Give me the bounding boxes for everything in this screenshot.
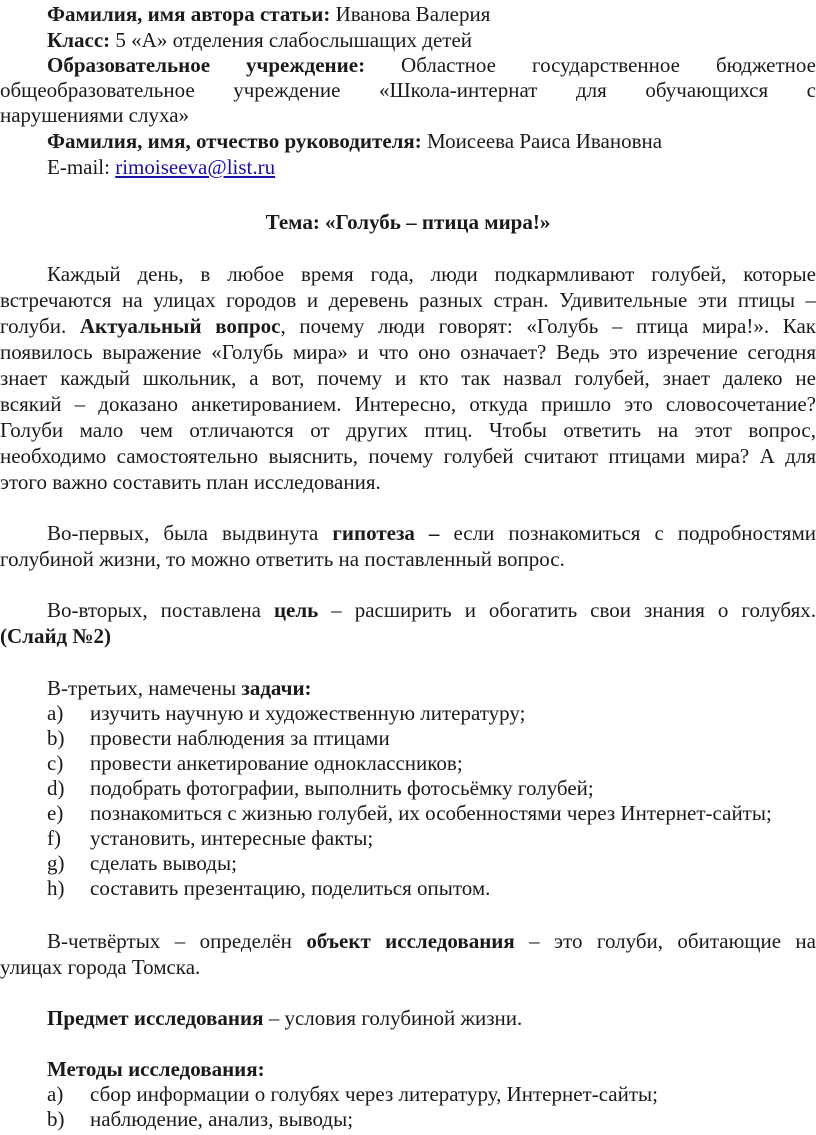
- list-marker: h): [47, 876, 65, 900]
- tasks-intro: [0, 676, 816, 701]
- object-line: улицах города Томска.: [0, 955, 201, 979]
- list-item-text: установить, интересные факты;: [90, 826, 374, 850]
- list-marker: f): [47, 826, 61, 850]
- goal-text: – расширить и обогатить свои знания о голубях.: [318, 598, 816, 622]
- list-marker: c): [47, 751, 64, 775]
- tasks-keyword: задачи:: [241, 676, 312, 700]
- list-marker: e): [47, 801, 64, 825]
- hypothesis-text: Во-первых, была выдвинута: [47, 521, 333, 545]
- email-link[interactable]: rimoiseeva@list.ru: [115, 155, 276, 179]
- list-item: [0, 726, 816, 751]
- intro-text: голуби.: [0, 314, 80, 338]
- list-item: [0, 826, 816, 851]
- list-item: [0, 701, 816, 726]
- list-marker: b): [47, 1107, 65, 1131]
- hypothesis-line: голубиной жизни, то можно ответить на поставленный вопрос.: [0, 547, 565, 571]
- list-item: [0, 1107, 816, 1132]
- institution-value-1: Областное государственное бюджетное: [401, 53, 816, 77]
- object-text: – это голуби, обитающие на: [514, 929, 816, 953]
- hypothesis-keyword: гипотеза –: [332, 521, 440, 545]
- object-line: [0, 929, 816, 954]
- list-item-text: наблюдение, анализ, выводы;: [90, 1107, 354, 1131]
- supervisor-value: Моисеева Раиса Ивановна: [421, 129, 663, 153]
- methods-title: Методы исследования:: [47, 1057, 265, 1081]
- topic-title: Тема: «Голубь – птица мира!»: [265, 210, 551, 234]
- institution-line-2: общеобразовательное учреждение «Школа-интернат для обучающихся с: [0, 78, 816, 102]
- supervisor-label: Фамилия, имя, отчество руководителя:: [47, 129, 422, 153]
- object-text: В-четвёртых – определён: [47, 929, 307, 953]
- list-item-text: провести анкетирование одноклассников;: [90, 751, 463, 775]
- object-keyword: объект исследования: [306, 929, 515, 953]
- intro-line: Каждый день, в любое время года, люди подкармливают голубей, которые: [47, 262, 816, 286]
- list-item-text: составить презентацию, поделиться опытом.: [90, 876, 491, 900]
- class-line: [0, 28, 816, 53]
- intro-line: Голуби мало чем отличаются от других птиц. Чтобы ответить на этот вопрос,: [0, 418, 816, 442]
- hypothesis-text: если познакомиться с подробностями: [439, 521, 816, 545]
- subject-line: [0, 1006, 816, 1031]
- author-line: [0, 2, 816, 27]
- list-marker: g): [47, 851, 65, 875]
- list-item: [0, 751, 816, 776]
- institution-line-1: [0, 53, 816, 78]
- email-line: [0, 155, 816, 180]
- list-item-text: познакомиться с жизнью голубей, их особенностями через Интернет-сайты;: [90, 801, 772, 825]
- author-label: Фамилия, имя автора статьи:: [47, 2, 331, 26]
- hypothesis-line: [0, 521, 816, 546]
- list-item-text: изучить научную и художественную литературу;: [90, 701, 526, 725]
- goal-line: [0, 598, 816, 623]
- intro-line: необходимо самостоятельно выяснить, почему голубей считают птицами мира? А для: [0, 444, 816, 468]
- supervisor-line: [0, 129, 816, 154]
- intro-line: встречаются на улицах городов и деревень разных стран. Удивительные эти птицы –: [0, 288, 816, 312]
- goal-keyword: цель: [273, 598, 319, 622]
- list-marker: d): [47, 776, 65, 800]
- institution-line-3: нарушениями слуха»: [0, 103, 190, 127]
- email-label: E-mail:: [47, 155, 116, 179]
- list-item-text: подобрать фотографии, выполнить фотосьёмку голубей;: [90, 776, 594, 800]
- list-marker: b): [47, 726, 65, 750]
- intro-line: этого важно составить план исследования.: [0, 470, 381, 494]
- list-marker: a): [47, 1082, 64, 1106]
- intro-line: всякий – доказано анкетированием. Интересно, откуда пришло это словосочетание?: [0, 392, 816, 416]
- list-item: [0, 801, 816, 826]
- tasks-intro-text: В-третьих, намечены: [47, 676, 242, 700]
- subject-keyword: Предмет исследования: [47, 1006, 264, 1030]
- list-item: [0, 876, 816, 901]
- list-item: [0, 776, 816, 801]
- intro-line: знает каждый школьник, а вот, почему и кто так назвал голубей, знает далеко не: [0, 366, 816, 390]
- institution-label: Образовательное учреждение:: [47, 53, 366, 77]
- author-value: Иванова Валерия: [330, 2, 491, 26]
- slide-reference: (Слайд №2): [0, 624, 112, 648]
- list-item-text: сделать выводы;: [90, 851, 237, 875]
- subject-text: – условия голубиной жизни.: [263, 1006, 523, 1030]
- goal-text: Во-вторых, поставлена: [47, 598, 274, 622]
- list-item: [0, 851, 816, 876]
- intro-line: появилось выражение «Голубь мира» и что оно означает? Ведь это изречение сегодня: [0, 340, 816, 364]
- intro-line: [0, 314, 816, 339]
- list-marker: a): [47, 701, 64, 725]
- intro-text: , почему люди говорят: «Голубь – птица мира!». Как: [280, 314, 816, 338]
- class-value: 5 «А» отделения слабослышащих детей: [110, 28, 473, 52]
- class-label: Класс:: [47, 28, 111, 52]
- list-item-text: сбор информации о голубях через литературу, Интернет-сайты;: [90, 1082, 658, 1106]
- list-item-text: провести наблюдения за птицами: [90, 726, 390, 750]
- list-item: [0, 1082, 816, 1107]
- intro-keyword: Актуальный вопрос: [79, 314, 281, 338]
